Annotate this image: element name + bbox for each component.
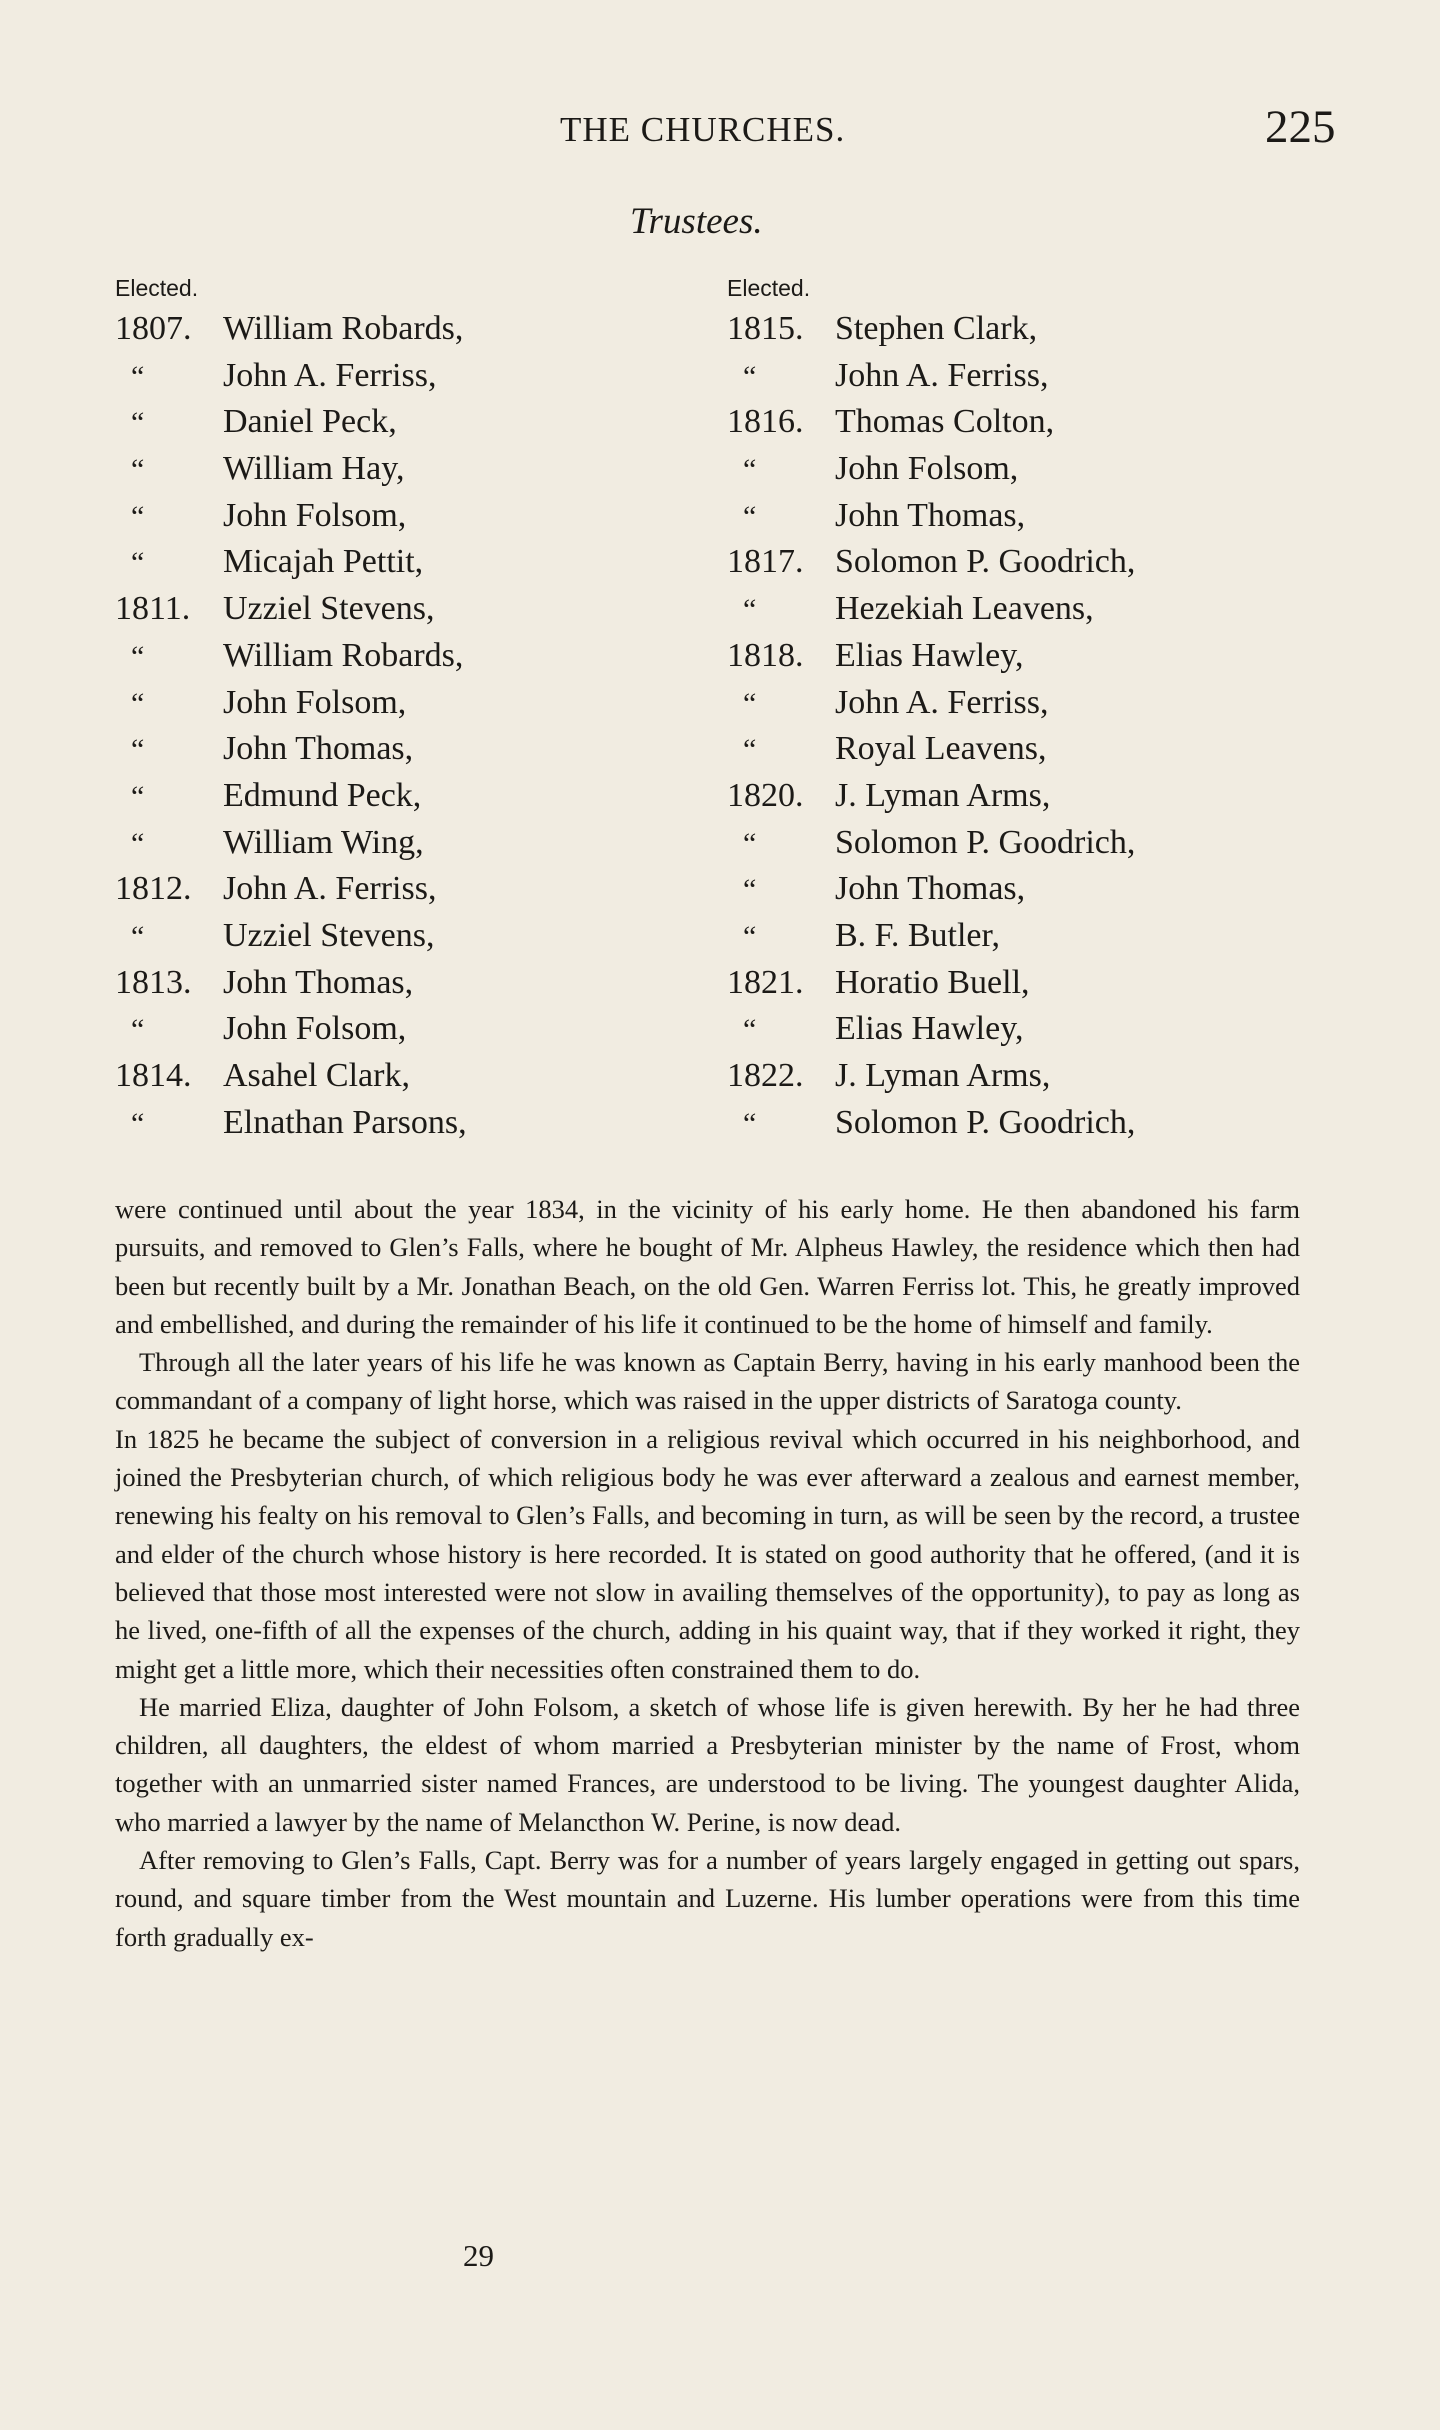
trustee-row [115, 633, 675, 680]
trustee-name: Solomon P. Goodrich, [835, 543, 1136, 581]
trustee-name: Asahel Clark, [223, 1057, 410, 1094]
trustee-name: John A. Ferriss, [835, 683, 1049, 721]
trustee-name: John A. Ferriss, [223, 870, 437, 908]
elected-year: “ [131, 453, 145, 487]
trustee-list [115, 306, 675, 1146]
trustee-name: John Folsom, [223, 683, 407, 721]
trustees-heading: Trustees. [630, 201, 763, 242]
elected-year: 1817. [727, 543, 804, 581]
trustee-row [115, 820, 675, 867]
trustee-name: John Thomas, [835, 496, 1026, 534]
trustee-row [115, 680, 675, 727]
trustee-row [727, 773, 1287, 820]
elected-year: “ [743, 359, 757, 393]
trustee-name: John A. Ferriss, [835, 356, 1049, 394]
trustee-name: John Thomas, [223, 963, 414, 1001]
trustee-name: John Folsom, [223, 1010, 407, 1048]
trustee-row [115, 353, 675, 400]
trustee-name: J. Lyman Arms, [835, 1057, 1051, 1094]
trustee-row [727, 820, 1287, 867]
trustee-name: William Hay, [223, 450, 405, 488]
trustee-name: Edmund Peck, [223, 776, 422, 814]
trustee-row [727, 306, 1287, 353]
trustee-name: Uzziel Stevens, [223, 916, 435, 954]
elected-year: “ [743, 1013, 757, 1047]
trustee-name: Micajah Pettit, [223, 543, 424, 581]
trustee-name: Elias Hawley, [835, 1010, 1024, 1048]
trustee-name: Royal Leavens, [835, 730, 1047, 768]
trustee-row [727, 1100, 1287, 1147]
trustee-row [727, 586, 1287, 633]
trustee-name: Solomon P. Goodrich, [835, 1103, 1136, 1141]
elected-year: “ [131, 733, 145, 767]
trustee-name: John Thomas, [835, 870, 1026, 908]
paragraph: In 1825 he became the subject of conversion in a religious revival which occurred in his neighborhood, and joined the Presbyterian church, of which religious body he was ever afterward a zealous and earnest member, renewing his fealty on his removal to Glen’s Falls, and becoming in turn, as will be seen by the record, a trustee and elder of the church whose history is here recorded. It is stated on good authority that he offered, (and it is believed that those most interested were not slow in availing themselves of the opportunity), to pay as long as he lived, one-fifth of all the expenses of the church, adding in his quaint way, that if they worked it right, they might get a little more, which their necessities often constrained them to do. [115, 1423, 1300, 1684]
elected-year: 1807. [115, 310, 192, 347]
trustee-row [115, 493, 675, 540]
elected-year: “ [131, 1106, 145, 1140]
elected-year: 1811. [115, 590, 191, 628]
trustee-row [115, 726, 675, 773]
elected-year: “ [131, 686, 145, 720]
elected-year: “ [131, 359, 145, 393]
running-title: THE CHURCHES. [560, 110, 846, 149]
trustee-name: Uzziel Stevens, [223, 590, 435, 628]
elected-year: 1816. [727, 403, 804, 441]
signature-mark: 29 [463, 2238, 494, 2273]
trustee-name: Hezekiah Leavens, [835, 590, 1094, 628]
elected-year: 1813. [115, 963, 192, 1001]
trustee-row [115, 306, 675, 353]
trustee-name: Stephen Clark, [835, 310, 1038, 347]
elected-year: 1820. [727, 776, 804, 814]
elected-year: “ [743, 499, 757, 533]
trustee-name: Horatio Buell, [835, 963, 1030, 1001]
elected-year: 1815. [727, 310, 804, 347]
running-head [0, 100, 1440, 160]
trustee-name: John Folsom, [223, 496, 407, 534]
trustee-row [727, 680, 1287, 727]
trustee-name: B. F. Butler, [835, 916, 1000, 954]
trustee-row [727, 866, 1287, 913]
trustee-row [727, 353, 1287, 400]
trustee-name: Daniel Peck, [223, 403, 397, 441]
trustee-row [727, 493, 1287, 540]
trustee-name: Elnathan Parsons, [223, 1103, 467, 1141]
elected-year: 1812. [115, 870, 192, 908]
trustee-row [727, 633, 1287, 680]
trustee-name: William Robards, [223, 636, 464, 674]
paragraph: were continued until about the year 1834, in the vicinity of his early home. He then abandoned his farm pursuits, and removed to Glen’s Falls, where he bought of Mr. Alpheus Hawley, the residence which then had been but recently built by a Mr. Jonathan Beach, on the old Gen. Warren Ferriss lot. This, he greatly improved and embellished, and during the remainder of his life it continued to be the home of himself and family. [115, 1194, 1300, 1339]
trustee-row [115, 866, 675, 913]
trustee-row [115, 1053, 675, 1100]
trustee-row [115, 913, 675, 960]
trustee-row [115, 399, 675, 446]
elected-year: “ [131, 406, 145, 440]
page-number: 225 [1265, 101, 1336, 153]
elected-year: “ [131, 639, 145, 673]
elected-year: “ [131, 826, 145, 860]
elected-year: “ [743, 826, 757, 860]
trustee-row [727, 913, 1287, 960]
paragraph: Through all the later years of his life he was known as Captain Berry, having in his early manhood been the commandant of a company of light horse, which was raised in the upper districts of Saratoga county. [115, 1347, 1300, 1416]
trustee-name: Elias Hawley, [835, 636, 1024, 674]
body-text [115, 1190, 1300, 1956]
elected-year: “ [743, 1106, 757, 1140]
elected-year: 1822. [727, 1057, 804, 1094]
elected-year: “ [743, 873, 757, 907]
paragraph: He married Eliza, daughter of John Folsom, a sketch of whose life is given herewith. By her he had three children, all daughters, the eldest of whom married a Presbyterian minister by the name of Frost, whom together with an unmarried sister named Frances, are understood to be living. The youngest daughter Alida, who married a lawyer by the name of Melancthon W. Perine, is now dead. [115, 1691, 1300, 1837]
elected-year: “ [743, 919, 757, 953]
trustee-name: Solomon P. Goodrich, [835, 823, 1136, 861]
trustee-row [727, 1006, 1287, 1053]
trustee-name: William Robards, [223, 310, 464, 347]
trustee-row [115, 1006, 675, 1053]
trustee-row [727, 539, 1287, 586]
trustee-name: John Folsom, [835, 450, 1019, 488]
elected-year: 1814. [115, 1057, 192, 1094]
trustee-name: John Thomas, [223, 730, 414, 768]
trustee-name: J. Lyman Arms, [835, 776, 1051, 814]
trustee-row [115, 773, 675, 820]
trustee-row [727, 446, 1287, 493]
elected-year: “ [131, 499, 145, 533]
trustee-name: Thomas Colton, [835, 403, 1055, 441]
trustee-row [727, 960, 1287, 1007]
elected-year: “ [743, 686, 757, 720]
trustee-row [727, 1053, 1287, 1100]
trustee-row [727, 399, 1287, 446]
trustee-row [115, 1100, 675, 1147]
trustee-row [115, 586, 675, 633]
elected-year: “ [131, 919, 145, 953]
elected-year: “ [131, 546, 145, 580]
trustee-name: William Wing, [223, 823, 424, 861]
elected-label: Elected. [727, 275, 811, 301]
trustees-left-column [115, 270, 675, 1146]
trustee-row [115, 539, 675, 586]
elected-year: “ [743, 593, 757, 627]
trustee-row [115, 446, 675, 493]
trustee-list [727, 306, 1287, 1146]
elected-year: “ [743, 733, 757, 767]
trustee-name: John A. Ferriss, [223, 356, 437, 394]
elected-label: Elected. [115, 275, 199, 301]
elected-year: 1821. [727, 963, 804, 1001]
elected-year: 1818. [727, 636, 804, 674]
paragraph: After removing to Glen’s Falls, Capt. Berry was for a number of years largely engaged in getting out spars, round, and square timber from the West mountain and Luzerne. His lumber operations were from this time forth gradually ex- [115, 1845, 1300, 1952]
elected-year: “ [131, 1013, 145, 1047]
elected-year: “ [131, 779, 145, 813]
trustees-right-column [727, 270, 1287, 1146]
trustee-row [115, 960, 675, 1007]
trustee-row [727, 726, 1287, 773]
elected-year: “ [743, 453, 757, 487]
